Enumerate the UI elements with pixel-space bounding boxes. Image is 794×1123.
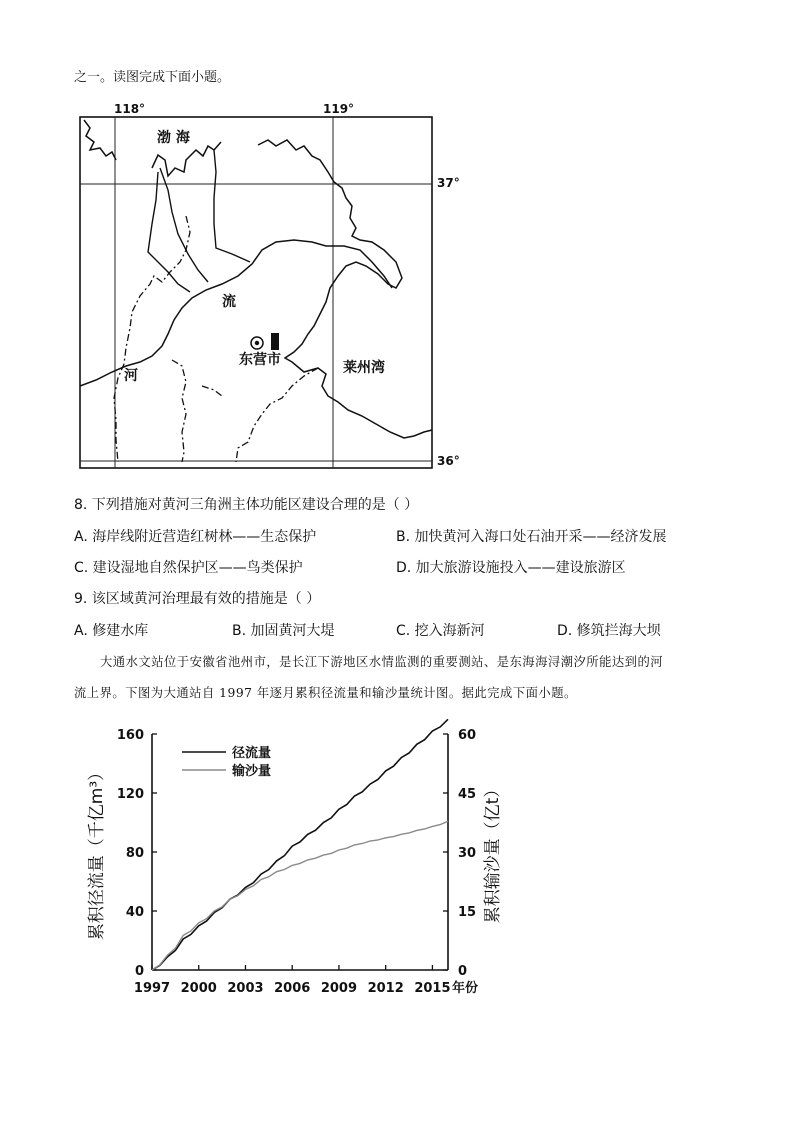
x-tick-label: 2015 — [414, 981, 451, 996]
county-boundary — [114, 216, 190, 462]
river-channel-2 — [214, 150, 250, 262]
y-right-tick-label: 15 — [458, 905, 477, 920]
q9-stem: 9. 该区域黄河治理最有效的措施是（ ） — [74, 591, 321, 607]
x-axis-label: 年份 — [452, 981, 479, 996]
y-left-axis-label: 累积径流量（千亿m³） — [87, 763, 107, 941]
lon-label-119: 119° — [323, 102, 355, 116]
yellow-river-delta-map — [70, 98, 460, 478]
y-right-tick-label: 45 — [458, 787, 477, 802]
q8-option-d[interactable]: D. 加大旅游设施投入——建设旅游区 — [396, 560, 626, 576]
x-tick-label: 2006 — [274, 981, 311, 996]
intro-tail: 之一。读图完成下面小题。 — [74, 70, 231, 85]
x-tick-label: 2009 — [320, 981, 358, 996]
x-tick-label: 2000 — [180, 981, 217, 996]
x-tick-label: 1997 — [133, 981, 171, 996]
q9-option-a[interactable]: A. 修建水库 — [74, 623, 149, 639]
label-he: 河 — [124, 368, 138, 384]
city-dot-icon — [255, 341, 259, 345]
y-left-tick-label: 0 — [134, 964, 144, 979]
x-tick-label: 2012 — [367, 981, 404, 996]
q8-option-b[interactable]: B. 加快黄河入海口处石油开采——经济发展 — [396, 529, 667, 545]
lon-label-118: 118° — [114, 102, 146, 116]
q9-option-d[interactable]: D. 修筑拦海大坝 — [557, 623, 661, 639]
q9-option-b[interactable]: B. 加固黄河大堤 — [232, 623, 335, 639]
x-tick-label: 2003 — [227, 981, 264, 996]
county-boundary-3 — [236, 368, 318, 462]
q8-stem: 8. 下列措施对黄河三角洲主体功能区建设合理的是（ ） — [74, 497, 419, 513]
q8-option-a[interactable]: A. 海岸线附近营造红树林——生态保护 — [74, 529, 317, 545]
coastline — [84, 120, 432, 438]
lat-label-37: 37° — [437, 176, 460, 190]
y-right-tick-label: 60 — [458, 728, 477, 743]
y-right-tick-label: 0 — [458, 964, 468, 979]
y-left-tick-label: 40 — [125, 905, 144, 920]
passage-line-1: 大通水文站位于安徽省池州市，是长江下游地区水情监测的重要测站、是东海海浔潮汐所能达到的河 — [100, 655, 664, 669]
legend-label: 输沙量 — [232, 764, 272, 779]
y-left-tick-label: 160 — [116, 728, 144, 743]
y-left-tick-label: 80 — [125, 846, 144, 861]
cumulative-flow-sediment-chart — [80, 722, 503, 1002]
county-boundary-2 — [172, 360, 186, 462]
y-left-tick-label: 120 — [116, 787, 144, 802]
county-boundary-4 — [202, 386, 222, 396]
q9-option-c[interactable]: C. 挖入海新河 — [396, 623, 485, 639]
y-right-axis-label: 累积输沙量（亿t） — [483, 780, 503, 924]
legend-label: 径流量 — [232, 746, 272, 761]
label-bohai: 渤 海 — [157, 130, 190, 146]
label-laizhouwan: 莱州湾 — [343, 360, 385, 376]
series-line-sediment — [152, 821, 448, 970]
city-building-icon — [271, 333, 279, 350]
map-frame — [80, 117, 432, 468]
q8-option-c[interactable]: C. 建设湿地自然保护区——鸟类保护 — [74, 560, 303, 576]
series-line-runoff — [152, 719, 448, 970]
label-liu: 流 — [222, 294, 236, 310]
y-right-tick-label: 30 — [458, 846, 477, 861]
lat-label-36: 36° — [437, 454, 460, 468]
river-channel — [160, 168, 208, 282]
passage-line-2: 流上界。下图为大通站自 1997 年逐月累积径流量和输沙量统计图。据此完成下面小题。 — [74, 686, 577, 700]
label-dongying: 东营市 — [239, 352, 281, 368]
